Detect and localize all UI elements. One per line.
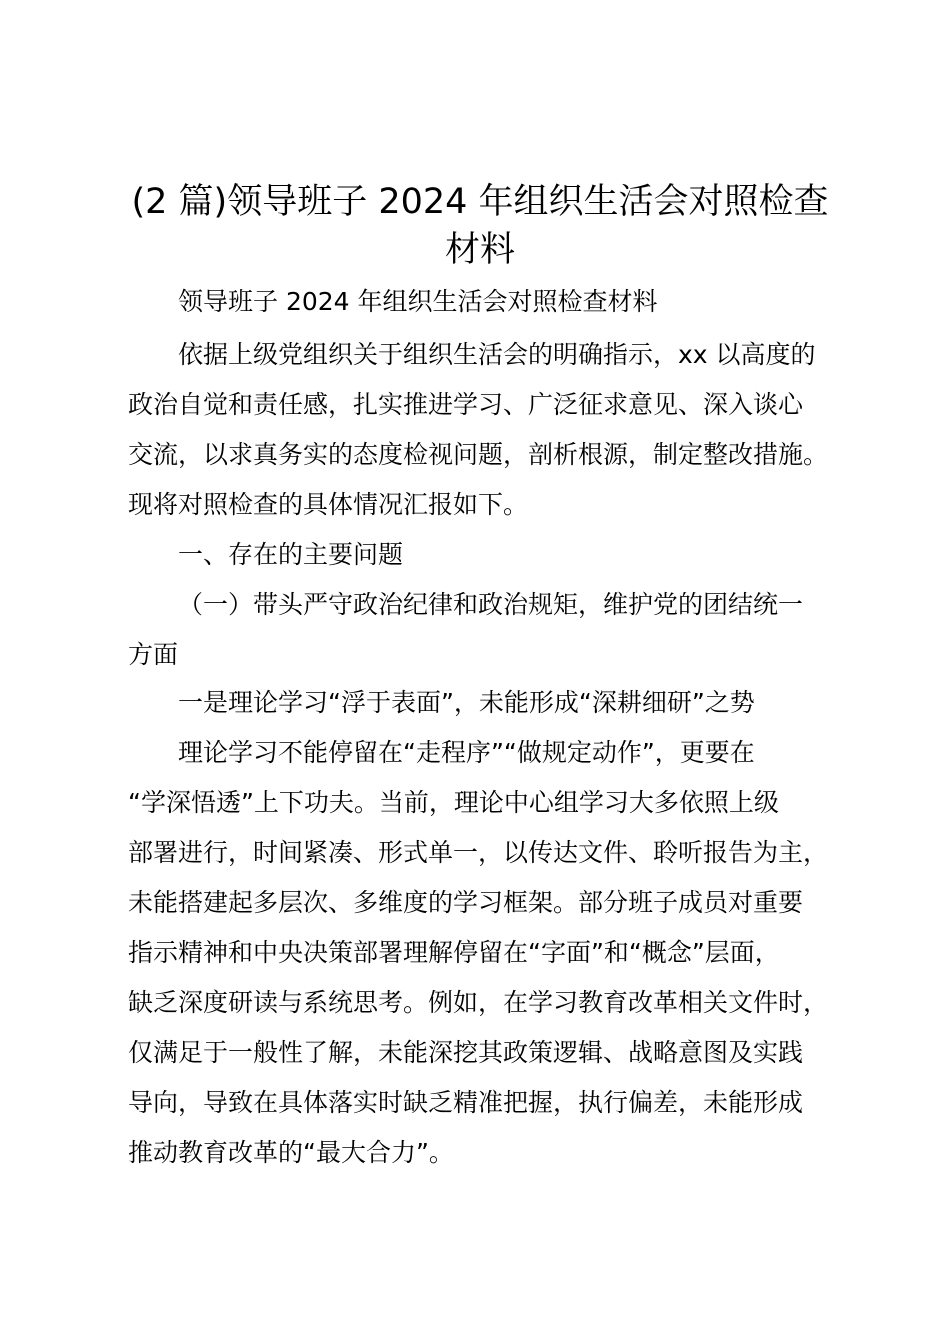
document-title	[120, 178, 840, 274]
paragraph-line: 推动教育改革的“最大合力”。	[128, 1138, 454, 1167]
point-heading: 一是理论学习“浮于表面”，未能形成“深耕细研”之势	[178, 688, 755, 717]
title-line-2: 材料	[444, 230, 515, 270]
paragraph-line: 未能搭建起多层次、多维度的学习框架。部分班子成员对重要	[128, 888, 804, 917]
paragraph-line: 导向，导致在具体落实时缺乏精准把握，执行偏差，未能形成	[128, 1088, 804, 1117]
paragraph-line: 依据上级党组织关于组织生活会的明确指示，xx 以高度的	[178, 340, 816, 369]
title-line-1: (2 篇)领导班子 2024 年组织生活会对照检查	[131, 182, 829, 222]
section-heading: 一、存在的主要问题	[178, 540, 404, 569]
subsection-heading: 方面	[128, 640, 179, 669]
subtitle: 领导班子 2024 年组织生活会对照检查材料	[178, 287, 658, 316]
paragraph-line: 指示精神和中央决策部署理解停留在“字面”和“概念”层面，	[128, 938, 780, 967]
paragraph-line: “学深悟透”上下功夫。当前，理论中心组学习大多依照上级	[128, 788, 779, 817]
paragraph-line: 政治自觉和责任感，扎实推进学习、广泛征求意见、深入谈心	[128, 390, 804, 419]
paragraph-line: 部署进行，时间紧凑、形式单一，以传达文件、聆听报告为主，	[128, 838, 829, 867]
paragraph-line: 缺乏深度研读与系统思考。例如，在学习教育改革相关文件时，	[128, 988, 829, 1017]
paragraph-line: 理论学习不能停留在“走程序”“做规定动作”，更要在	[178, 738, 755, 767]
paragraph-line: 现将对照检查的具体情况汇报如下。	[128, 490, 529, 519]
paragraph-line: 交流，以求真务实的态度检视问题，剖析根源，制定整改措施。	[128, 440, 829, 469]
paragraph-line: 仅满足于一般性了解，未能深挖其政策逻辑、战略意图及实践	[128, 1038, 804, 1067]
subsection-heading: （一）带头严守政治纪律和政治规矩，维护党的团结统一	[178, 590, 804, 619]
